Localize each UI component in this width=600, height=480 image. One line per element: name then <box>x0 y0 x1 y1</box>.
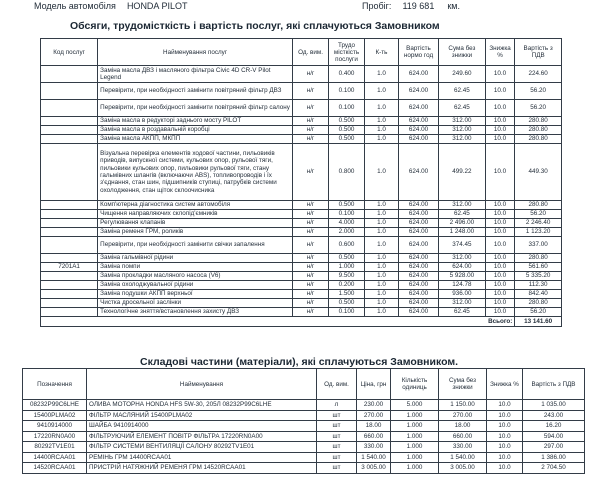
service-rate: 624.00 <box>398 308 438 317</box>
part-qty: 1.000 <box>391 431 439 442</box>
part-code: 15400PLMA02 <box>23 410 87 421</box>
service-sum: 1 248.00 <box>439 228 486 237</box>
service-name: Заміна гальмівної рідини <box>98 254 293 263</box>
part-price: 18.00 <box>357 421 391 432</box>
service-code <box>41 308 98 317</box>
service-discount: 10.0 <box>485 308 515 317</box>
service-total: 280.80 <box>515 135 562 144</box>
service-row <box>41 100 562 117</box>
service-unit: н/г <box>293 281 329 290</box>
vehicle-info-line <box>24 0 584 12</box>
part-sum: 18.00 <box>439 421 487 432</box>
part-qty: 5.000 <box>391 400 439 411</box>
service-discount: 10.0 <box>485 210 515 219</box>
service-code <box>41 100 98 117</box>
part-sum: 270.00 <box>439 410 487 421</box>
service-labor: 1.500 <box>329 290 365 299</box>
model-label-group <box>34 0 187 12</box>
service-labor: 0.400 <box>329 66 365 83</box>
service-unit: н/г <box>293 299 329 308</box>
part-name: ПРИСТРІЙ НАТЯЖНИЙ РЕМЕНЯ ГРМ 14520RCAA01 <box>87 463 317 474</box>
service-total: 56.20 <box>515 308 562 317</box>
part-unit: шт <box>317 410 357 421</box>
service-discount: 10.0 <box>485 66 515 83</box>
part-qty: 1.000 <box>391 410 439 421</box>
service-total: 280.80 <box>515 117 562 126</box>
parts-body <box>23 400 585 474</box>
service-total: 449.30 <box>515 144 562 201</box>
service-code <box>41 272 98 281</box>
service-qty: 1.0 <box>365 228 399 237</box>
service-name: Заміна охолоджувальної рідини <box>98 281 293 290</box>
service-code <box>41 144 98 201</box>
service-total: 280.80 <box>515 201 562 210</box>
service-total: 337.00 <box>515 237 562 254</box>
service-labor: 0.500 <box>329 126 365 135</box>
part-unit: л <box>317 400 357 411</box>
part-discount: 10.0 <box>487 400 523 411</box>
service-rate: 624.00 <box>398 66 438 83</box>
part-sum: 1 540.00 <box>439 452 487 463</box>
service-labor: 0.500 <box>329 299 365 308</box>
part-row <box>23 400 585 411</box>
service-discount: 10.0 <box>485 117 515 126</box>
service-rate: 624.00 <box>398 281 438 290</box>
part-unit: шт <box>317 452 357 463</box>
service-unit: н/г <box>293 126 329 135</box>
service-row <box>41 254 562 263</box>
service-row <box>41 272 562 281</box>
part-code: 14520RCAA01 <box>23 463 87 474</box>
part-sum: 330.00 <box>439 442 487 453</box>
part-name: ОЛИВА МОТОРНА HONDA HFS 5W-30, 205Л 08232P99C6LHE <box>87 400 317 411</box>
service-total: 842.40 <box>515 290 562 299</box>
pcol-price: Ціна, грн <box>357 369 391 400</box>
service-rate: 624.00 <box>398 100 438 117</box>
service-total: 56.20 <box>515 100 562 117</box>
service-labor: 0.100 <box>329 100 365 117</box>
service-discount: 10.0 <box>485 201 515 210</box>
part-code: 80292TV1E01 <box>23 442 87 453</box>
service-labor: 0.500 <box>329 254 365 263</box>
part-sum: 660.00 <box>439 431 487 442</box>
parts-header-row <box>23 369 585 400</box>
service-code <box>41 281 98 290</box>
services-total-value: 13 141.60 <box>515 317 562 327</box>
part-unit: шт <box>317 421 357 432</box>
part-code: 08232P99C6LHE <box>23 400 87 411</box>
service-rate: 624.00 <box>398 219 438 228</box>
service-sum: 62.45 <box>439 308 486 317</box>
service-sum: 312.00 <box>439 299 486 308</box>
service-name: Чистка дросельної заслінки <box>98 299 293 308</box>
part-unit: шт <box>317 431 357 442</box>
service-name: Заміна масла ДВЗ і масляного фільтра Civic 4D CR-V Pilot Legend <box>98 66 293 83</box>
service-discount: 10.0 <box>485 144 515 201</box>
service-qty: 1.0 <box>365 299 399 308</box>
service-unit: н/г <box>293 66 329 83</box>
part-price: 230.00 <box>357 400 391 411</box>
service-rate: 624.00 <box>398 117 438 126</box>
part-total: 1 386.00 <box>523 452 585 463</box>
mileage-value: 119 681 <box>402 1 435 11</box>
parts-table <box>22 368 585 474</box>
part-name: РЕМІНЬ ГРМ 14400RCAA01 <box>87 452 317 463</box>
part-sum: 1 150.00 <box>439 400 487 411</box>
col-rate: Вартість нормо год <box>398 39 438 66</box>
part-qty: 1.000 <box>391 452 439 463</box>
service-total: 2 246.40 <box>515 219 562 228</box>
service-unit: н/г <box>293 144 329 201</box>
service-name: Заміна помпи <box>98 263 293 272</box>
part-total: 243.00 <box>523 410 585 421</box>
service-qty: 1.0 <box>365 210 399 219</box>
part-price: 3 005.00 <box>357 463 391 474</box>
service-qty: 1.0 <box>365 66 399 83</box>
part-unit: шт <box>317 442 357 453</box>
service-sum: 2 496.00 <box>439 219 486 228</box>
service-labor: 4.000 <box>329 219 365 228</box>
service-code <box>41 201 98 210</box>
service-row <box>41 263 562 272</box>
part-discount: 10.0 <box>487 421 523 432</box>
service-total: 5 335.20 <box>515 272 562 281</box>
pcol-qty: Кількість одиниць <box>391 369 439 400</box>
service-row <box>41 210 562 219</box>
service-unit: н/г <box>293 228 329 237</box>
service-total: 280.80 <box>515 126 562 135</box>
col-code: Код послуг <box>41 39 98 66</box>
service-code <box>41 290 98 299</box>
part-name: ФІЛЬТР СИСТЕМИ ВЕНТИЛЯЦІЇ САЛОНУ 80292TV1E01 <box>87 442 317 453</box>
service-qty: 1.0 <box>365 254 399 263</box>
part-code: 14400RCAA01 <box>23 452 87 463</box>
service-row <box>41 201 562 210</box>
service-discount: 10.0 <box>485 290 515 299</box>
service-rate: 624.00 <box>398 210 438 219</box>
service-code <box>41 210 98 219</box>
service-labor: 0.100 <box>329 308 365 317</box>
mileage-unit: км. <box>447 1 460 11</box>
service-qty: 1.0 <box>365 144 399 201</box>
service-labor: 2.000 <box>329 228 365 237</box>
pcol-total: Вартість з ПДВ <box>523 369 585 400</box>
service-qty: 1.0 <box>365 263 399 272</box>
service-row <box>41 237 562 254</box>
service-sum: 312.00 <box>439 254 486 263</box>
service-qty: 1.0 <box>365 135 399 144</box>
part-total: 16.20 <box>523 421 585 432</box>
service-row <box>41 135 562 144</box>
service-row <box>41 126 562 135</box>
service-discount: 10.0 <box>485 254 515 263</box>
service-unit: н/г <box>293 219 329 228</box>
part-name: ШАЙБА 9410914000 <box>87 421 317 432</box>
service-qty: 1.0 <box>365 281 399 290</box>
service-qty: 1.0 <box>365 308 399 317</box>
model-label: Модель автомобіля <box>34 1 116 11</box>
part-total: 594.00 <box>523 431 585 442</box>
service-code <box>41 135 98 144</box>
service-rate: 624.00 <box>398 272 438 281</box>
service-sum: 936.00 <box>439 290 486 299</box>
parts-title: Складові частини (матеріали), які сплачуються Замовником. <box>140 356 459 368</box>
part-total: 2 704.50 <box>523 463 585 474</box>
service-name: Заміна ременя ГРМ, роликів <box>98 228 293 237</box>
part-total: 1 035.00 <box>523 400 585 411</box>
service-discount: 10.0 <box>485 281 515 290</box>
service-unit: н/г <box>293 117 329 126</box>
part-discount: 10.0 <box>487 431 523 442</box>
part-total: 297.00 <box>523 442 585 453</box>
model-value: HONDA PILOT <box>126 1 188 11</box>
service-sum: 312.00 <box>439 201 486 210</box>
service-discount: 10.0 <box>485 135 515 144</box>
service-sum: 312.00 <box>439 126 486 135</box>
service-rate: 624.00 <box>398 144 438 201</box>
service-code <box>41 228 98 237</box>
service-unit: н/г <box>293 135 329 144</box>
service-discount: 10.0 <box>485 83 515 100</box>
service-sum: 62.45 <box>439 210 486 219</box>
service-labor: 0.500 <box>329 135 365 144</box>
service-discount: 10.0 <box>485 228 515 237</box>
service-sum: 5 928.00 <box>439 272 486 281</box>
service-labor: 1.000 <box>329 263 365 272</box>
part-discount: 10.0 <box>487 410 523 421</box>
service-name: Регулювання клапанів <box>98 219 293 228</box>
part-row <box>23 421 585 432</box>
col-labor: Трудо місткість послуги <box>329 39 365 66</box>
service-qty: 1.0 <box>365 290 399 299</box>
service-sum: 374.45 <box>439 237 486 254</box>
service-name: Комп'ютерна діагностика систем автомобіля <box>98 201 293 210</box>
service-code <box>41 83 98 100</box>
services-total-row <box>41 317 562 327</box>
part-price: 660.00 <box>357 431 391 442</box>
service-total: 112.30 <box>515 281 562 290</box>
service-code: 7201A1 <box>41 263 98 272</box>
service-name: Перевірити, при необхідності замінити свічки запалення <box>98 237 293 254</box>
service-qty: 1.0 <box>365 201 399 210</box>
service-unit: н/г <box>293 254 329 263</box>
part-qty: 1.000 <box>391 463 439 474</box>
service-code <box>41 126 98 135</box>
service-row <box>41 308 562 317</box>
service-qty: 1.0 <box>365 237 399 254</box>
service-unit: н/г <box>293 263 329 272</box>
part-row <box>23 442 585 453</box>
service-row <box>41 144 562 201</box>
service-code <box>41 299 98 308</box>
service-rate: 624.00 <box>398 263 438 272</box>
service-labor: 0.200 <box>329 281 365 290</box>
service-total: 56.20 <box>515 210 562 219</box>
service-rate: 624.00 <box>398 228 438 237</box>
service-name: Заміна масла в редукторі заднього мосту PILOT <box>98 117 293 126</box>
service-name: Чищення направляючих склопід'ємників <box>98 210 293 219</box>
service-sum: 249.60 <box>439 66 486 83</box>
service-labor: 0.100 <box>329 210 365 219</box>
part-discount: 10.0 <box>487 463 523 474</box>
service-name: Заміна масла в роздавальній коробці <box>98 126 293 135</box>
part-code: 17220RN0A00 <box>23 431 87 442</box>
service-discount: 10.0 <box>485 237 515 254</box>
service-code <box>41 254 98 263</box>
part-row <box>23 431 585 442</box>
service-labor: 0.500 <box>329 201 365 210</box>
service-sum: 62.45 <box>439 83 486 100</box>
service-row <box>41 83 562 100</box>
pcol-code: Позначення <box>23 369 87 400</box>
service-unit: н/г <box>293 272 329 281</box>
service-qty: 1.0 <box>365 219 399 228</box>
service-row <box>41 299 562 308</box>
services-table <box>40 38 562 327</box>
service-unit: н/г <box>293 100 329 117</box>
col-qty: К-ть <box>365 39 399 66</box>
service-name: Заміна подушки АКПП верхньої <box>98 290 293 299</box>
service-qty: 1.0 <box>365 83 399 100</box>
service-qty: 1.0 <box>365 117 399 126</box>
service-discount: 10.0 <box>485 219 515 228</box>
part-price: 270.00 <box>357 410 391 421</box>
part-row <box>23 410 585 421</box>
service-sum: 499.22 <box>439 144 486 201</box>
part-price: 1 540.00 <box>357 452 391 463</box>
service-total: 561.60 <box>515 263 562 272</box>
service-sum: 624.00 <box>439 263 486 272</box>
part-discount: 10.0 <box>487 452 523 463</box>
service-labor: 0.800 <box>329 144 365 201</box>
service-sum: 62.45 <box>439 100 486 117</box>
service-discount: 10.0 <box>485 299 515 308</box>
part-row <box>23 452 585 463</box>
service-unit: н/г <box>293 290 329 299</box>
service-qty: 1.0 <box>365 272 399 281</box>
col-unit: Од. вим. <box>293 39 329 66</box>
part-qty: 1.000 <box>391 442 439 453</box>
service-total: 1 123.20 <box>515 228 562 237</box>
service-rate: 624.00 <box>398 126 438 135</box>
pcol-name: Найменування <box>87 369 317 400</box>
services-header-row <box>41 39 562 66</box>
service-code <box>41 66 98 83</box>
part-code: 9410914000 <box>23 421 87 432</box>
services-body <box>41 66 562 317</box>
service-sum: 124.78 <box>439 281 486 290</box>
service-qty: 1.0 <box>365 100 399 117</box>
part-unit: шт <box>317 463 357 474</box>
service-rate: 624.00 <box>398 201 438 210</box>
service-unit: н/г <box>293 201 329 210</box>
part-sum: 3 005.00 <box>439 463 487 474</box>
service-name: Заміна масла АКПП, МКПП <box>98 135 293 144</box>
service-rate: 624.00 <box>398 299 438 308</box>
service-row <box>41 281 562 290</box>
col-name: Найменування послуг <box>98 39 293 66</box>
part-discount: 10.0 <box>487 442 523 453</box>
part-price: 330.00 <box>357 442 391 453</box>
service-sum: 312.00 <box>439 117 486 126</box>
mileage-label: Пробіг: <box>362 1 392 11</box>
service-labor: 0.100 <box>329 83 365 100</box>
pcol-discount: Знижка % <box>487 369 523 400</box>
service-row <box>41 66 562 83</box>
service-rate: 624.00 <box>398 290 438 299</box>
col-discount: Знижка % <box>485 39 515 66</box>
service-qty: 1.0 <box>365 126 399 135</box>
service-sum: 312.00 <box>439 135 486 144</box>
mileage-group <box>362 0 460 12</box>
service-row <box>41 290 562 299</box>
part-row <box>23 463 585 474</box>
pcol-unit: Од. вим. <box>317 369 357 400</box>
col-total: Вартість з ПДВ <box>515 39 562 66</box>
service-unit: н/г <box>293 210 329 219</box>
service-total: 56.20 <box>515 83 562 100</box>
service-total: 224.60 <box>515 66 562 83</box>
service-row <box>41 117 562 126</box>
service-discount: 10.0 <box>485 126 515 135</box>
service-discount: 10.0 <box>485 263 515 272</box>
service-rate: 624.00 <box>398 237 438 254</box>
service-name: Перевірити, при необхідності замінити повітряний фільтр салону <box>98 100 293 117</box>
service-name: Технологічне зняття/встановлення захисту ДВЗ <box>98 308 293 317</box>
service-rate: 624.00 <box>398 254 438 263</box>
service-code <box>41 117 98 126</box>
service-total: 280.80 <box>515 299 562 308</box>
service-unit: н/г <box>293 237 329 254</box>
service-row <box>41 228 562 237</box>
service-discount: 10.0 <box>485 100 515 117</box>
service-name: Перевірити, при необхідності замінити повітряний фільтр ДВЗ <box>98 83 293 100</box>
services-total-label: Всього: <box>41 317 515 327</box>
service-rate: 624.00 <box>398 135 438 144</box>
service-name: Заміна прокладки масляного насоса (V6) <box>98 272 293 281</box>
part-name: ФІЛЬТР МАСЛЯНИЙ 15400PLMA02 <box>87 410 317 421</box>
part-name: ФІЛЬТРУЮЧИЙ ЕЛЕМЕНТ ПОВІТР ФІЛЬТРА 17220RN0A00 <box>87 431 317 442</box>
service-row <box>41 219 562 228</box>
service-code <box>41 219 98 228</box>
service-code <box>41 237 98 254</box>
service-unit: н/г <box>293 308 329 317</box>
part-qty: 1.000 <box>391 421 439 432</box>
service-unit: н/г <box>293 83 329 100</box>
service-name: Візуальна перевірка елементів ходової частини, пильовиків приводів, випускної системи, кульових опор, рульової тяги, пильовики кульових опор, пильовики рульової тяги, стану гальмівних шлангів (включаючи ABS), топливопроводів і їх з'єднання, стан шин, підшипників ступиці, патрубків системи охолодження, стан щіток склоочисника <box>98 144 293 201</box>
services-title: Обсяги, трудомісткість і вартість послуг, які сплачуються Замовником <box>70 20 440 32</box>
service-rate: 624.00 <box>398 83 438 100</box>
pcol-sum: Сума без знижки <box>439 369 487 400</box>
col-sum: Сума без знижки <box>439 39 486 66</box>
service-labor: 0.600 <box>329 237 365 254</box>
service-labor: 0.500 <box>329 117 365 126</box>
service-total: 280.80 <box>515 254 562 263</box>
service-labor: 9.500 <box>329 272 365 281</box>
service-discount: 10.0 <box>485 272 515 281</box>
